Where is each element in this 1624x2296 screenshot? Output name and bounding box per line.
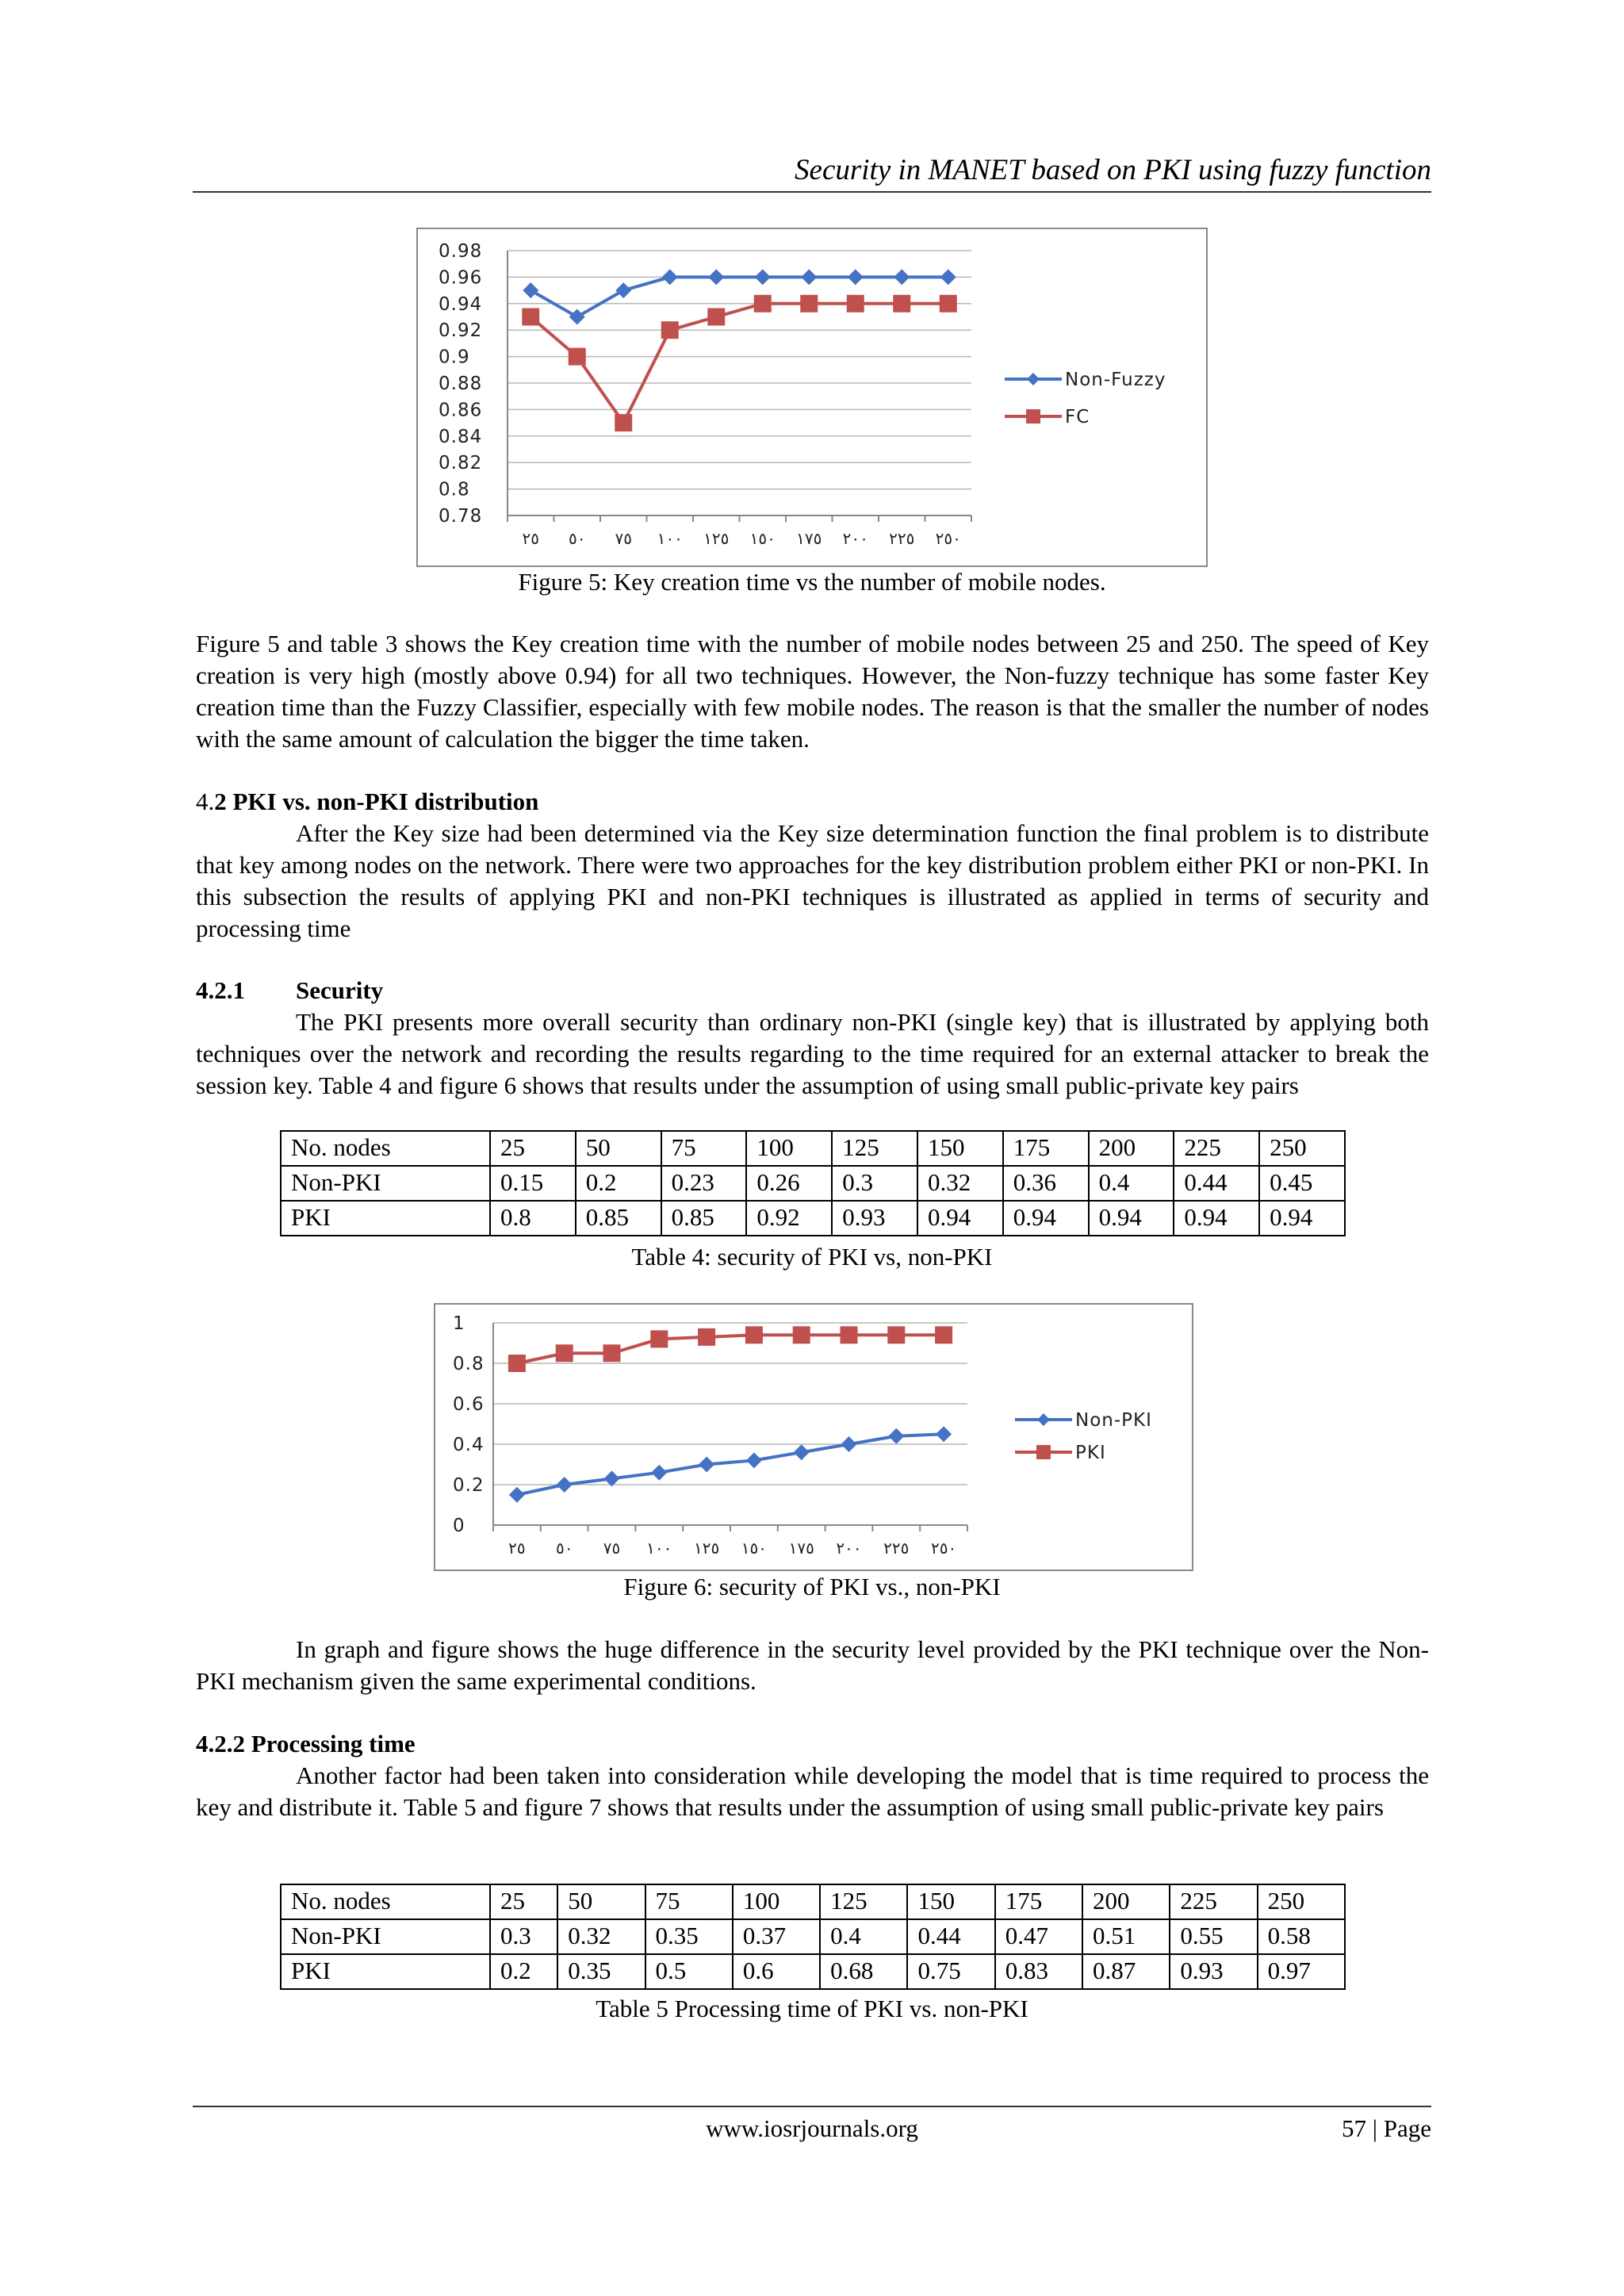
data-point (650, 1330, 668, 1347)
table-cell: 0.47 (995, 1919, 1082, 1954)
table-cell: 0.36 (1003, 1166, 1089, 1201)
table-cell: 0.58 (1258, 1919, 1345, 1954)
table-cell: 0.55 (1170, 1919, 1257, 1954)
y-tick-label: 0.2 (453, 1475, 485, 1496)
x-tick-label: ١٥٠ (749, 529, 776, 548)
table-cell: 0.37 (733, 1919, 820, 1954)
section-4-2-1-heading (196, 975, 383, 1006)
table-4-caption: Table 4: security of PKI vs, non-PKI (631, 1243, 993, 1271)
table-row (281, 1201, 1345, 1236)
section-4-2-1-title: Security (296, 976, 384, 1004)
paragraph-figure6-discussion: In graph and figure shows the huge difference in the security level provided by the PKI technique over the Non-PKI mechanism given the same experimental conditions. (196, 1635, 1429, 1695)
x-tick-label: ١٧٥ (796, 529, 822, 548)
table-cell: 0.3 (490, 1919, 557, 1954)
y-tick-label: 0.88 (439, 374, 483, 394)
data-point (522, 309, 539, 326)
data-point (935, 1326, 952, 1343)
y-tick-label: 0.92 (439, 320, 483, 342)
row-header-cell: Non-PKI (281, 1919, 490, 1954)
row-header-cell: No. nodes (281, 1884, 490, 1919)
y-tick-label: 0.4 (453, 1435, 485, 1455)
x-tick-label: ١٢٥ (693, 1539, 720, 1558)
table-cell: 125 (832, 1131, 917, 1166)
table-cell: 0.26 (746, 1166, 832, 1201)
table-cell: 0.85 (661, 1201, 747, 1236)
x-tick-label: ١٢٥ (703, 529, 730, 548)
table-cell: 0.44 (1174, 1166, 1259, 1201)
y-tick-label: 1 (453, 1313, 465, 1334)
table-cell: 0.5 (645, 1954, 733, 1989)
table-cell: 100 (733, 1884, 820, 1919)
table-cell: 125 (820, 1884, 907, 1919)
x-tick-label: ٥٠ (569, 529, 586, 548)
x-tick-label: ٢٥٠ (930, 1539, 957, 1558)
table-cell: 0.92 (746, 1201, 832, 1236)
section-4-2-title: 2 PKI vs. non-PKI distribution (214, 788, 539, 815)
x-tick-label: ١٠٠ (646, 1539, 672, 1558)
figure-6-caption: Figure 6: security of PKI vs., non-PKI (623, 1573, 1001, 1600)
row-header-cell: Non-PKI (281, 1166, 490, 1201)
table-cell: 50 (576, 1131, 661, 1166)
data-point (707, 309, 725, 326)
table-cell: 225 (1174, 1131, 1259, 1166)
table-cell: 25 (490, 1884, 557, 1919)
x-tick-label: ٥٠ (555, 1539, 573, 1558)
x-tick-label: ١٧٥ (788, 1539, 814, 1558)
paragraph-figure5-discussion: Figure 5 and table 3 shows the Key creation time with the number of mobile nodes between 25 and 250. The speed of Key creation is very high (mostly above 0.94) for all two techniques. However, the Non-fuzzy technique has some faster Key creation time than the Fuzzy Classifier, especially with few mobile nodes. The reason is that the smaller the number of nodes with the same amount of calculation the bigger the time taken. (196, 630, 1429, 753)
table-cell: 0.94 (1089, 1201, 1174, 1236)
figure-5-chart (416, 228, 1208, 567)
table-cell: 0.51 (1082, 1919, 1170, 1954)
data-point (893, 295, 910, 312)
section-4-2-heading (196, 786, 538, 818)
table-cell: 0.97 (1258, 1954, 1345, 1989)
row-header-cell: No. nodes (281, 1131, 490, 1166)
x-tick-label: ٧٥ (603, 1539, 621, 1558)
table-cell: 0.94 (917, 1201, 1003, 1236)
table-cell: 0.93 (832, 1201, 917, 1236)
data-point (800, 295, 818, 312)
figure-6-chart (434, 1303, 1193, 1571)
table-cell: 75 (645, 1884, 733, 1919)
table-4 (280, 1130, 1346, 1236)
legend-label: Non-PKI (1075, 1410, 1152, 1431)
data-point (847, 295, 864, 312)
header-rule (193, 191, 1431, 193)
table-cell: 200 (1089, 1131, 1174, 1166)
table-cell: 0.23 (661, 1166, 747, 1201)
y-tick-label: 0.8 (453, 1354, 485, 1374)
table-cell: 0.68 (820, 1954, 907, 1989)
table-cell: 0.35 (557, 1954, 645, 1989)
y-tick-label: 0.84 (439, 426, 483, 447)
table-cell: 0.75 (907, 1954, 994, 1989)
table-cell: 250 (1258, 1884, 1345, 1919)
x-tick-label: ٧٥ (615, 529, 632, 548)
table-cell: 0.2 (490, 1954, 557, 1989)
table-cell: 0.4 (1089, 1166, 1174, 1201)
table-cell: 0.4 (820, 1919, 907, 1954)
y-tick-label: 0.8 (439, 479, 470, 500)
table-cell: 200 (1082, 1884, 1170, 1919)
data-point (754, 295, 772, 312)
section-4-2-text: After the Key size had been determined via the Key size determination function the final problem is to distribute that key among nodes on the network. There were two approaches for the key distribution problem either PKI or non-PKI. In this subsection the results of applying PKI and non-PKI techniques is illustrated as applied in terms of security and processing time (196, 819, 1429, 942)
x-tick-label: ١٥٠ (741, 1539, 768, 1558)
section-4-2-2-text: Another factor had been taken into consideration while developing the model that is time required to process the key and distribute it. Table 5 and figure 7 shows that results under the assumption of using small public-private key pairs (196, 1761, 1429, 1821)
table-cell: 0.44 (907, 1919, 994, 1954)
table-cell: 75 (661, 1131, 747, 1166)
table-cell: 0.87 (1082, 1954, 1170, 1989)
x-tick-label: ١٠٠ (657, 529, 683, 548)
x-tick-label: ٢٥ (508, 1539, 526, 1558)
table-cell: 0.6 (733, 1954, 820, 1989)
footer-rule (193, 2106, 1431, 2107)
section-4-2-1-text: The PKI presents more overall security than ordinary non-PKI (single key) that is illustrated by applying both techniques over the network and recording the results regarding to the time required for an external attacker to break the session key. Table 4 and figure 6 shows that results under the assumption of using small public-private key pairs (196, 1008, 1429, 1099)
row-header-cell: PKI (281, 1954, 490, 1989)
data-point (556, 1344, 573, 1362)
y-tick-label: 0.78 (439, 506, 483, 527)
running-header: Security in MANET based on PKI using fuzzy function (795, 154, 1431, 186)
table-row (281, 1884, 1345, 1919)
table-cell: 0.15 (490, 1166, 576, 1201)
table-cell: 0.94 (1003, 1201, 1089, 1236)
table-cell: 0.83 (995, 1954, 1082, 1989)
table-row (281, 1954, 1345, 1989)
y-tick-label: 0.94 (439, 293, 483, 315)
table-cell: 50 (557, 1884, 645, 1919)
table-cell: 100 (746, 1131, 832, 1166)
data-point (887, 1326, 905, 1343)
data-point (508, 1355, 526, 1372)
table-cell: 0.85 (576, 1201, 661, 1236)
x-tick-label: ٢٢٥ (883, 1539, 910, 1558)
table-cell: 0.8 (490, 1201, 576, 1236)
section-4-2-number: 4. (196, 788, 215, 815)
figure-5-caption: Figure 5: Key creation time vs the number of mobile nodes. (518, 568, 1106, 596)
x-tick-label: ٢٠٠ (836, 1539, 862, 1558)
legend-marker (1026, 409, 1040, 424)
data-point (841, 1326, 858, 1343)
table-cell: 175 (995, 1884, 1082, 1919)
table-5 (280, 1884, 1346, 1990)
y-tick-label: 0.98 (439, 241, 483, 262)
y-tick-label: 0.86 (439, 400, 483, 421)
table-cell: 0.94 (1259, 1201, 1345, 1236)
y-tick-label: 0.9 (439, 347, 470, 368)
legend-label: FC (1065, 407, 1090, 427)
table-row (281, 1166, 1345, 1201)
table-cell: 0.93 (1170, 1954, 1257, 1989)
legend-marker (1036, 1445, 1051, 1459)
x-tick-label: ٢٠٠ (842, 529, 868, 548)
data-point (603, 1344, 621, 1362)
section-4-2-2-heading: 4.2.2 Processing time (196, 1730, 416, 1757)
data-point (940, 295, 957, 312)
table-cell: 0.45 (1259, 1166, 1345, 1201)
data-point (698, 1328, 715, 1346)
table-cell: 0.32 (557, 1919, 645, 1954)
data-point (793, 1326, 810, 1343)
row-header-cell: PKI (281, 1201, 490, 1236)
y-tick-label: 0.82 (439, 453, 483, 474)
chart-frame (435, 1304, 1193, 1570)
y-tick-label: 0.96 (439, 267, 483, 289)
table-cell: 250 (1259, 1131, 1345, 1166)
x-tick-label: ٢٥ (522, 529, 539, 548)
data-point (569, 348, 586, 366)
table-row (281, 1131, 1345, 1166)
data-point (661, 321, 679, 339)
x-tick-label: ٢٢٥ (889, 529, 915, 548)
table-cell: 0.2 (576, 1166, 661, 1201)
footer-page-number: 57 | Page (1342, 2114, 1431, 2142)
table-cell: 150 (907, 1884, 994, 1919)
table-cell: 25 (490, 1131, 576, 1166)
table-cell: 225 (1170, 1884, 1257, 1919)
legend-label: Non-Fuzzy (1065, 370, 1166, 390)
footer-url: www.iosrjournals.org (706, 2114, 918, 2142)
table-cell: 0.35 (645, 1919, 733, 1954)
table-cell: 175 (1003, 1131, 1089, 1166)
section-4-2-1-number: 4.2.1 (196, 976, 245, 1004)
data-point (615, 414, 632, 431)
table-cell: 150 (917, 1131, 1003, 1166)
table-5-caption: Table 5 Processing time of PKI vs. non-PKI (596, 1995, 1028, 2022)
legend-label: PKI (1075, 1443, 1106, 1463)
y-tick-label: 0 (453, 1516, 465, 1536)
table-cell: 0.32 (917, 1166, 1003, 1201)
table-cell: 0.94 (1174, 1201, 1259, 1236)
table-cell: 0.3 (832, 1166, 917, 1201)
x-tick-label: ٢٥٠ (935, 529, 961, 548)
y-tick-label: 0.6 (453, 1394, 485, 1415)
table-row (281, 1919, 1345, 1954)
data-point (745, 1326, 763, 1343)
